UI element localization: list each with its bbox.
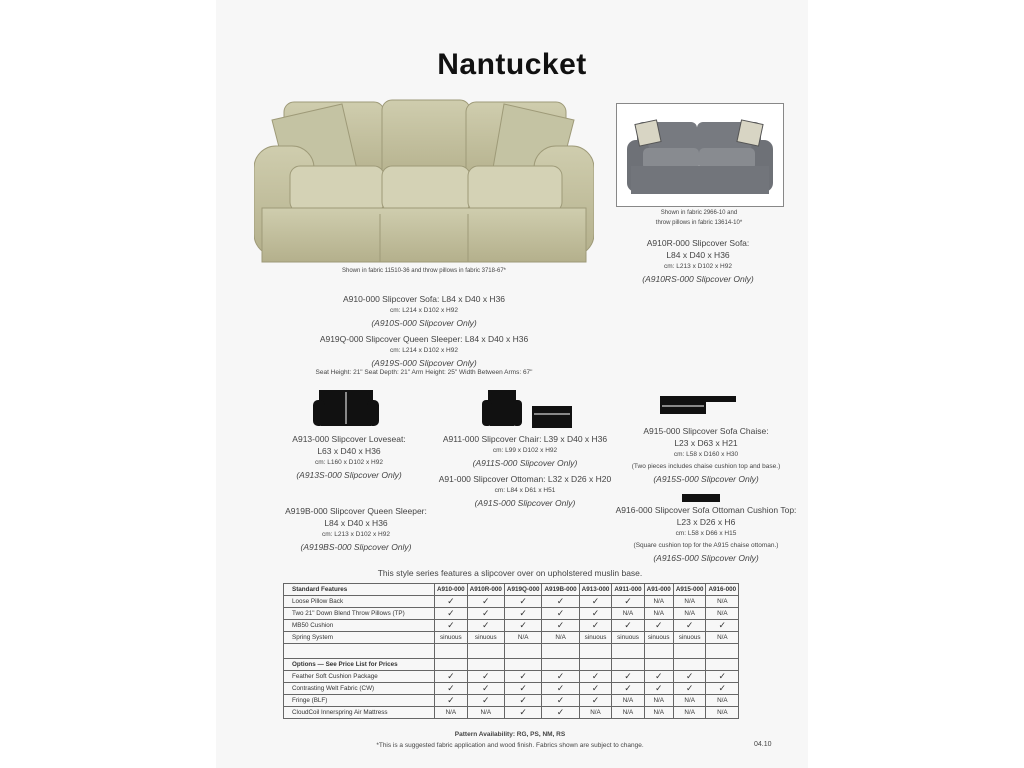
column-header: A919B-000 — [542, 584, 579, 596]
sofa-spec-name: A910-000 Slipcover Sofa: L84 x D40 x H36 — [342, 294, 506, 304]
table-cell: N/A — [706, 596, 739, 608]
column-header: A910-000 — [435, 584, 468, 596]
page-code: 04.10 — [754, 741, 772, 748]
queen-b-spec — [276, 505, 436, 553]
table-cell: N/A — [706, 707, 739, 719]
chair-silhouette — [482, 388, 522, 428]
table-cell: ✓ — [435, 596, 468, 608]
table-row — [284, 671, 739, 683]
table-cell: N/A — [673, 596, 706, 608]
table-cell: ✓ — [504, 608, 542, 620]
inset-spec-dims: L84 x D40 x H36 — [666, 250, 730, 260]
chaise-spec-only: (A915S-000 Slipcover Only) — [653, 474, 759, 484]
queen-spec-name: A919Q-000 Slipcover Queen Sleeper: L84 x D40 x H36 — [319, 334, 529, 344]
table-cell: ✓ — [612, 683, 644, 695]
chair-spec-cm: cm: L99 x D102 x H92 — [492, 447, 558, 454]
cushion-spec-note: (Square cushion top for the A915 chaise ottoman.) — [633, 542, 779, 549]
chair-spec-only: (A911S-000 Slipcover Only) — [472, 458, 578, 468]
table-cell: ✓ — [542, 620, 579, 632]
cushion-spec-dims: L23 x D26 x H6 — [676, 517, 736, 527]
inset-photo-frame — [616, 103, 784, 207]
table-gap-row — [284, 644, 739, 659]
table-cell: ✓ — [706, 620, 739, 632]
row-label: Spring System — [284, 632, 435, 644]
row-label: Loose Pillow Back — [284, 596, 435, 608]
loveseat-spec — [276, 433, 422, 481]
table-cell: sinuous — [467, 632, 504, 644]
queen-spec-cm: cm: L214 x D102 x H92 — [390, 347, 458, 354]
table-cell: ✓ — [706, 671, 739, 683]
ottoman-spec-only: (A91S-000 Slipcover Only) — [474, 498, 576, 508]
queen-b-spec-cm: cm: L213 x D102 x H92 — [322, 531, 390, 538]
table-cell: sinuous — [579, 632, 612, 644]
table-cell: ✓ — [504, 671, 542, 683]
table-cell: N/A — [612, 707, 644, 719]
pattern-availability: Pattern Availability: RG, PS, NM, RS — [454, 731, 566, 738]
cushion-silhouette — [682, 494, 720, 502]
table-cell: ✓ — [579, 695, 612, 707]
table-row — [284, 608, 739, 620]
table-cell: ✓ — [579, 608, 612, 620]
inset-spec-only: (A910RS-000 Slipcover Only) — [642, 274, 754, 284]
std-features-header: Standard Features — [284, 584, 435, 596]
page-title: Nantucket — [437, 48, 587, 81]
table-cell: ✓ — [467, 608, 504, 620]
table-cell: N/A — [579, 707, 612, 719]
table-cell: ✓ — [706, 683, 739, 695]
loveseat-spec-cm: cm: L160 x D102 x H92 — [315, 459, 383, 466]
table-cell: ✓ — [435, 671, 468, 683]
table-row — [284, 683, 739, 695]
inset-caption-line-1: Shown in fabric 2966-10 and — [660, 210, 738, 216]
table-cell: ✓ — [673, 671, 706, 683]
table-cell: N/A — [644, 608, 673, 620]
chaise-spec — [618, 425, 794, 485]
table-cell: ✓ — [579, 683, 612, 695]
inset-spec — [598, 237, 798, 285]
table-cell: ✓ — [542, 608, 579, 620]
table-cell: N/A — [644, 596, 673, 608]
style-note: This style series features a slipcover over on upholstered muslin base. — [377, 568, 643, 578]
cushion-spec-only: (A916S-000 Slipcover Only) — [653, 553, 759, 563]
table-cell: ✓ — [644, 671, 673, 683]
column-header: A910R-000 — [467, 584, 504, 596]
queen-b-spec-dims: L84 x D40 x H36 — [324, 518, 388, 528]
standard-features-body — [284, 596, 739, 644]
column-header: A916-000 — [706, 584, 739, 596]
loveseat-spec-name: A913-000 Slipcover Loveseat: — [292, 434, 406, 444]
cushion-spec-cm: cm: L58 x D66 x H15 — [675, 530, 737, 537]
table-row — [284, 695, 739, 707]
table-cell: ✓ — [504, 596, 542, 608]
table-cell: ✓ — [467, 695, 504, 707]
table-cell: ✓ — [644, 683, 673, 695]
table-cell: N/A — [706, 632, 739, 644]
column-header: A91-000 — [644, 584, 673, 596]
table-cell: N/A — [673, 695, 706, 707]
column-header: A919Q-000 — [504, 584, 542, 596]
table-cell: ✓ — [504, 683, 542, 695]
ottoman-silhouette — [532, 406, 572, 428]
options-body — [284, 671, 739, 719]
table-cell: ✓ — [542, 695, 579, 707]
table-cell: sinuous — [673, 632, 706, 644]
chair-spec — [430, 433, 620, 469]
column-header: A911-000 — [612, 584, 644, 596]
queen-spec — [300, 333, 548, 369]
table-cell: ✓ — [504, 707, 542, 719]
table-cell: ✓ — [612, 671, 644, 683]
table-cell: N/A — [644, 707, 673, 719]
table-cell: ✓ — [435, 683, 468, 695]
table-cell: N/A — [644, 695, 673, 707]
row-label: CloudCoil Innerspring Air Mattress — [284, 707, 435, 719]
table-cell: ✓ — [542, 683, 579, 695]
ottoman-spec-cm: cm: L84 x D61 x H51 — [494, 487, 556, 494]
table-cell: ✓ — [542, 596, 579, 608]
table-row — [284, 620, 739, 632]
column-header: A913-000 — [579, 584, 612, 596]
table-cell: sinuous — [612, 632, 644, 644]
table-cell: ✓ — [435, 608, 468, 620]
table-row — [284, 596, 739, 608]
table-cell: N/A — [467, 707, 504, 719]
disclaimer: *This is a suggested fabric application and wood finish. Fabrics shown are subject to change. — [376, 742, 644, 749]
chaise-spec-name: A915-000 Slipcover Sofa Chaise: — [643, 426, 769, 436]
table-cell: sinuous — [644, 632, 673, 644]
cushion-spec-name: A916-000 Slipcover Sofa Ottoman Cushion Top: — [615, 505, 797, 515]
table-cell: N/A — [612, 695, 644, 707]
loveseat-silhouette — [313, 388, 379, 428]
cushion-spec — [606, 504, 806, 564]
chaise-spec-cm: cm: L58 x D160 x H30 — [673, 451, 739, 458]
loveseat-spec-only: (A913S-000 Slipcover Only) — [296, 470, 402, 480]
table-cell: ✓ — [467, 671, 504, 683]
table-row — [284, 632, 739, 644]
table-cell: ✓ — [673, 620, 706, 632]
row-label: Fringe (BLF) — [284, 695, 435, 707]
chaise-spec-note: (Two pieces includes chaise cushion top and base.) — [631, 463, 781, 470]
table-cell: ✓ — [542, 707, 579, 719]
table-cell: ✓ — [542, 671, 579, 683]
table-header-row — [284, 584, 739, 596]
chaise-silhouette — [660, 396, 736, 416]
sofa-spec-only: (A910S-000 Slipcover Only) — [371, 318, 477, 328]
table-cell: N/A — [612, 608, 644, 620]
ottoman-spec — [430, 473, 620, 509]
table-cell: ✓ — [467, 596, 504, 608]
table-cell: ✓ — [579, 671, 612, 683]
row-label: Two 21" Down Blend Throw Pillows (TP) — [284, 608, 435, 620]
table-row — [284, 707, 739, 719]
table-cell: N/A — [706, 695, 739, 707]
table-cell: ✓ — [612, 596, 644, 608]
row-label: MB50 Cushion — [284, 620, 435, 632]
inset-spec-name: A910R-000 Slipcover Sofa: — [646, 238, 750, 248]
chair-spec-name: A911-000 Slipcover Chair: L39 x D40 x H36 — [442, 434, 608, 444]
table-cell: N/A — [673, 707, 706, 719]
queen-b-spec-name: A919B-000 Slipcover Queen Sleeper: — [285, 506, 427, 516]
table-cell: ✓ — [504, 620, 542, 632]
options-header-row — [284, 659, 739, 671]
table-cell: ✓ — [504, 695, 542, 707]
column-header: A915-000 — [673, 584, 706, 596]
ottoman-spec-name: A91-000 Slipcover Ottoman: L32 x D26 x H20 — [438, 474, 612, 484]
sofa-spec — [300, 293, 548, 329]
table-cell: N/A — [435, 707, 468, 719]
inset-caption-line-2: throw pillows in fabric 13614-10* — [655, 220, 743, 226]
table-cell: ✓ — [579, 620, 612, 632]
row-label: Feather Soft Cushion Package — [284, 671, 435, 683]
features-table — [283, 583, 739, 719]
row-label: Contrasting Welt Fabric (CW) — [284, 683, 435, 695]
table-cell: ✓ — [612, 620, 644, 632]
sofa-spec-cm: cm: L214 x D102 x H92 — [390, 307, 458, 314]
table-cell: N/A — [706, 608, 739, 620]
table-cell: N/A — [673, 608, 706, 620]
inset-spec-cm: cm: L213 x D102 x H92 — [664, 263, 732, 270]
table-cell: ✓ — [673, 683, 706, 695]
options-header: Options — See Price List for Prices — [284, 659, 435, 671]
inset-sofa-photo — [617, 104, 783, 206]
loveseat-spec-dims: L63 x D40 x H36 — [317, 446, 381, 456]
main-photo-caption: Shown in fabric 11510-36 and throw pillows in fabric 3718-67* — [342, 268, 506, 274]
table-cell: ✓ — [644, 620, 673, 632]
chaise-spec-dims: L23 x D63 x H21 — [674, 438, 738, 448]
table-cell: ✓ — [435, 620, 468, 632]
table-cell: ✓ — [579, 596, 612, 608]
queen-b-spec-only: (A919BS-000 Slipcover Only) — [300, 542, 412, 552]
table-cell: sinuous — [435, 632, 468, 644]
sofa-photo — [254, 96, 594, 266]
table-cell: N/A — [504, 632, 542, 644]
table-cell: N/A — [542, 632, 579, 644]
table-cell: ✓ — [467, 683, 504, 695]
table-cell: ✓ — [467, 620, 504, 632]
queen-spec-only: (A919S-000 Slipcover Only) — [371, 358, 477, 368]
table-cell: ✓ — [435, 695, 468, 707]
seat-info: Seat Height: 21" Seat Depth: 21" Arm Height: 25" Width Between Arms: 67" — [315, 369, 533, 376]
